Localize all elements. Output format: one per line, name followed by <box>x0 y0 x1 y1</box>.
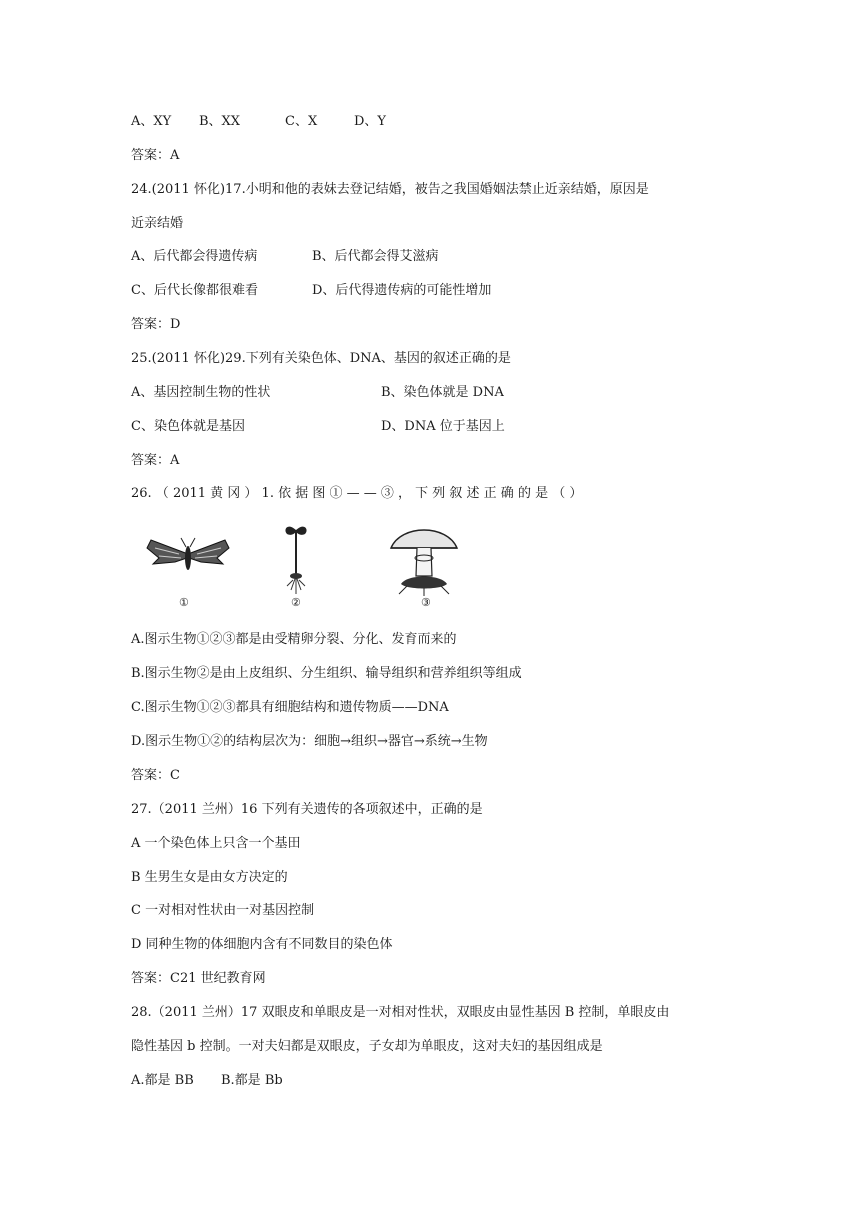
option-b: B、染色体就是 DNA <box>381 385 504 400</box>
option-c: C、X <box>285 114 318 129</box>
answer: 答案：D <box>131 317 181 332</box>
option-d: D、DNA 位于基因上 <box>381 419 505 434</box>
option-a: A.都是 BB <box>131 1073 194 1088</box>
question-28-cont: 隐性基因 b 控制。一对夫妇都是双眼皮，子女却为单眼皮，这对夫妇的基因组成是 <box>131 1039 603 1054</box>
option-a-text: A 一个染色体上只含一个基田 <box>131 836 301 851</box>
answer: 答案：A <box>131 148 180 163</box>
option-b-text: B 生男生女是由女方决定的 <box>131 870 288 885</box>
option-d-text: D 同种生物的体细胞内含有不同数目的染色体 <box>131 937 393 952</box>
seedling-icon <box>281 516 311 596</box>
option-c: C、后代长像都很难看 <box>131 283 258 298</box>
option-c-text: C 一对相对性状由一对基因控制 <box>131 903 315 918</box>
option-b: B、后代都会得艾滋病 <box>312 249 439 264</box>
question-25: 25.(2011 怀化)29.下列有关染色体、DNA、基因的叙述正确的是 <box>131 351 511 366</box>
option-a: A、后代都会得遗传病 <box>131 249 258 264</box>
question-24-cont: 近亲结婚 <box>131 216 184 231</box>
q28-options-ab <box>131 1072 283 1090</box>
q25-options-cd <box>131 418 505 436</box>
mushroom-icon <box>387 520 461 596</box>
option-b: B.都是 Bb <box>221 1073 283 1088</box>
option-b: B、XX <box>199 114 241 129</box>
figure-label-2: ② <box>291 596 301 609</box>
option-b-text: B.图示生物②是由上皮组织、分生组织、输导组织和营养组织等组成 <box>131 666 522 681</box>
question-28: 28.（2011 兰州）17 双眼皮和单眼皮是一对相对性状，双眼皮由显性基因 B 控制，单眼皮由 <box>131 1005 670 1020</box>
question-27: 27.（2011 兰州）16 下列有关遗传的各项叙述中，正确的是 <box>131 802 483 817</box>
q24-options-ab <box>131 248 439 266</box>
question-24: 24.(2011 怀化)17.小明和他的表妹去登记结婚，被告之我国婚姻法禁止近亲结婚，原因是 <box>131 182 649 197</box>
option-c-text: C.图示生物①②③都具有细胞结构和遗传物质——DNA <box>131 700 449 715</box>
option-c: C、染色体就是基因 <box>131 419 245 434</box>
q23-options <box>131 113 386 131</box>
option-d: D、Y <box>354 114 387 129</box>
q25-options-ab <box>131 384 504 402</box>
answer: 答案：C <box>131 768 180 783</box>
option-a-text: A.图示生物①②③都是由受精卵分裂、分化、发育而来的 <box>131 632 457 647</box>
figure-label-1: ① <box>179 596 189 609</box>
figure-label-3: ③ <box>421 596 431 609</box>
option-a: A、基因控制生物的性状 <box>131 385 271 400</box>
option-a: A、XY <box>131 114 172 129</box>
question-26: 26. （ 2011 黄 冈 ） 1. 依 据 图 ① — — ③ ， 下 列 叙 述 正 确 的 是 （ ） <box>131 486 583 501</box>
option-d: D、后代得遗传病的可能性增加 <box>312 283 492 298</box>
moth-icon <box>145 526 231 586</box>
answer: 答案：C21 世纪教育网 <box>131 971 266 986</box>
answer: 答案：A <box>131 453 180 468</box>
q24-options-cd <box>131 282 491 300</box>
figure-panel <box>131 516 461 612</box>
option-d-text: D.图示生物①②的结构层次为：细胞→组织→器官→系统→生物 <box>131 734 488 749</box>
